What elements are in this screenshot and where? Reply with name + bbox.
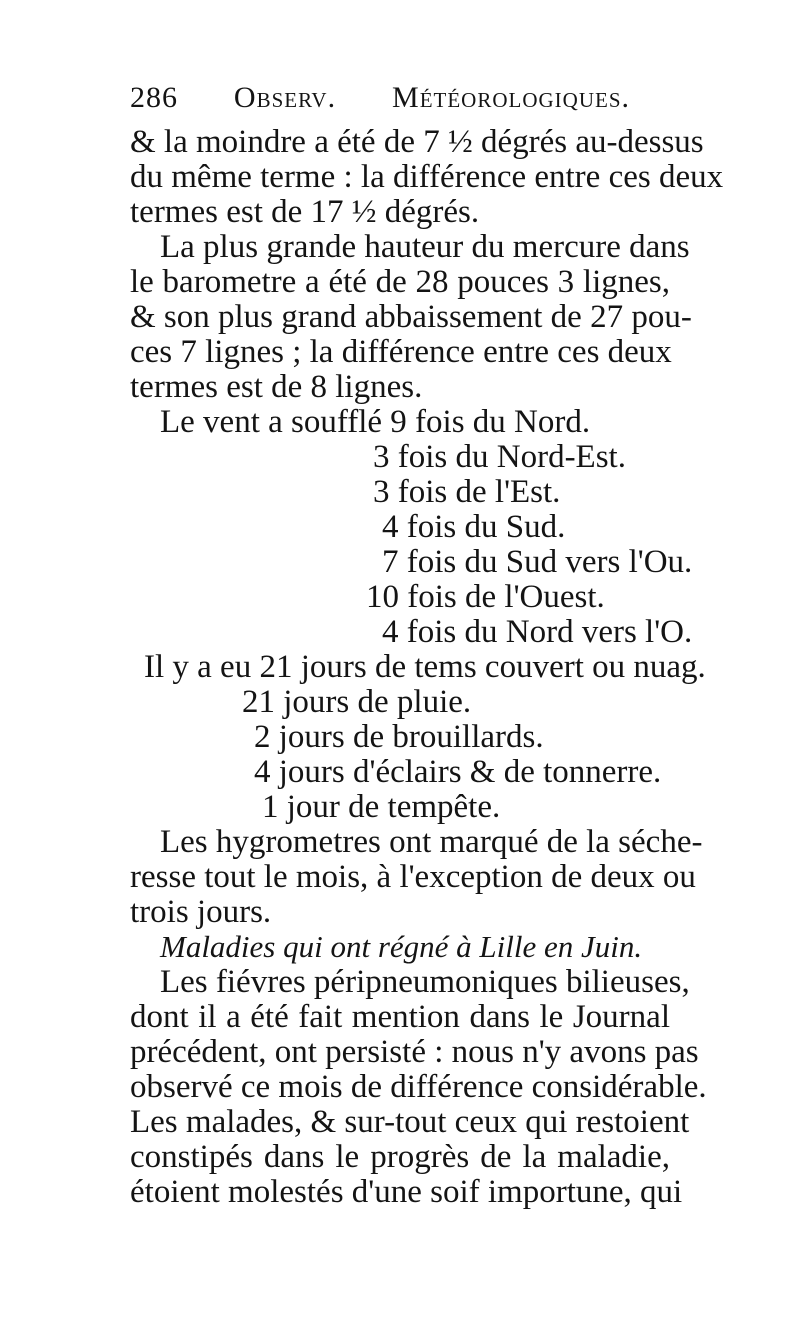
text-line: resse tout le mois, à l'exception de deux ou <box>130 859 696 895</box>
running-title: Observ. Météorologiques. <box>233 81 630 114</box>
text-line: Les malades, & sur-tout ceux qui restoient <box>130 1104 690 1140</box>
page-number: 286 <box>130 81 178 114</box>
text-line: termes est de 8 lignes. <box>130 369 423 405</box>
weather-line: 4 jours d'éclairs & de tonnerre. <box>254 754 662 790</box>
wind-line: 4 fois du Sud. <box>382 509 566 545</box>
weather-line: 1 jour de tempête. <box>262 789 501 825</box>
wind-line: 3 fois du Nord-Est. <box>373 439 626 475</box>
text-line: trois jours. <box>130 894 272 930</box>
text-line: Les hygrometres ont marqué de la séche- <box>160 824 703 860</box>
text-line: & la moindre a été de 7 ½ dégrés au-dessus <box>130 124 704 160</box>
wind-line: 10 fois de l'Ouest. <box>366 579 605 615</box>
wind-line: 7 fois du Sud vers l'Ou. <box>382 544 693 580</box>
running-header <box>130 78 630 118</box>
text-line: ces 7 lignes ; la différence entre ces deux <box>130 334 672 370</box>
text-line: termes est de 17 ½ dégrés. <box>130 194 480 230</box>
wind-line: 3 fois de l'Est. <box>373 474 561 510</box>
text-line: précédent, ont persisté : nous n'y avons pas <box>130 1034 699 1070</box>
text-line: dont il a été fait mention dans le Journal <box>130 999 670 1035</box>
weather-line: 21 jours de pluie. <box>242 684 472 720</box>
text-line: le barometre a été de 28 pouces 3 lignes, <box>130 264 670 300</box>
text-line: observé ce mois de différence considérable. <box>130 1069 707 1105</box>
wind-line: Le vent a soufflé 9 fois du Nord. <box>160 404 591 440</box>
section-heading: Maladies qui ont régné à Lille en Juin. <box>160 929 643 964</box>
text-line: du même terme : la différence entre ces deux <box>130 159 724 195</box>
text-line: constipés dans le progrès de la maladie, <box>130 1139 670 1175</box>
text-line: La plus grande hauteur du mercure dans <box>160 229 690 265</box>
text-line: étoient molestés d'une soif importune, qui <box>130 1174 683 1210</box>
wind-line: 4 fois du Nord vers l'O. <box>382 614 693 650</box>
text-line: & son plus grand abbaissement de 27 pou- <box>130 299 692 335</box>
weather-line: 2 jours de brouillards. <box>254 719 544 755</box>
text-line: Les fiévres péripneumoniques bilieuses, <box>160 964 690 1000</box>
weather-line: Il y a eu 21 jours de tems couvert ou nuag. <box>144 649 706 685</box>
